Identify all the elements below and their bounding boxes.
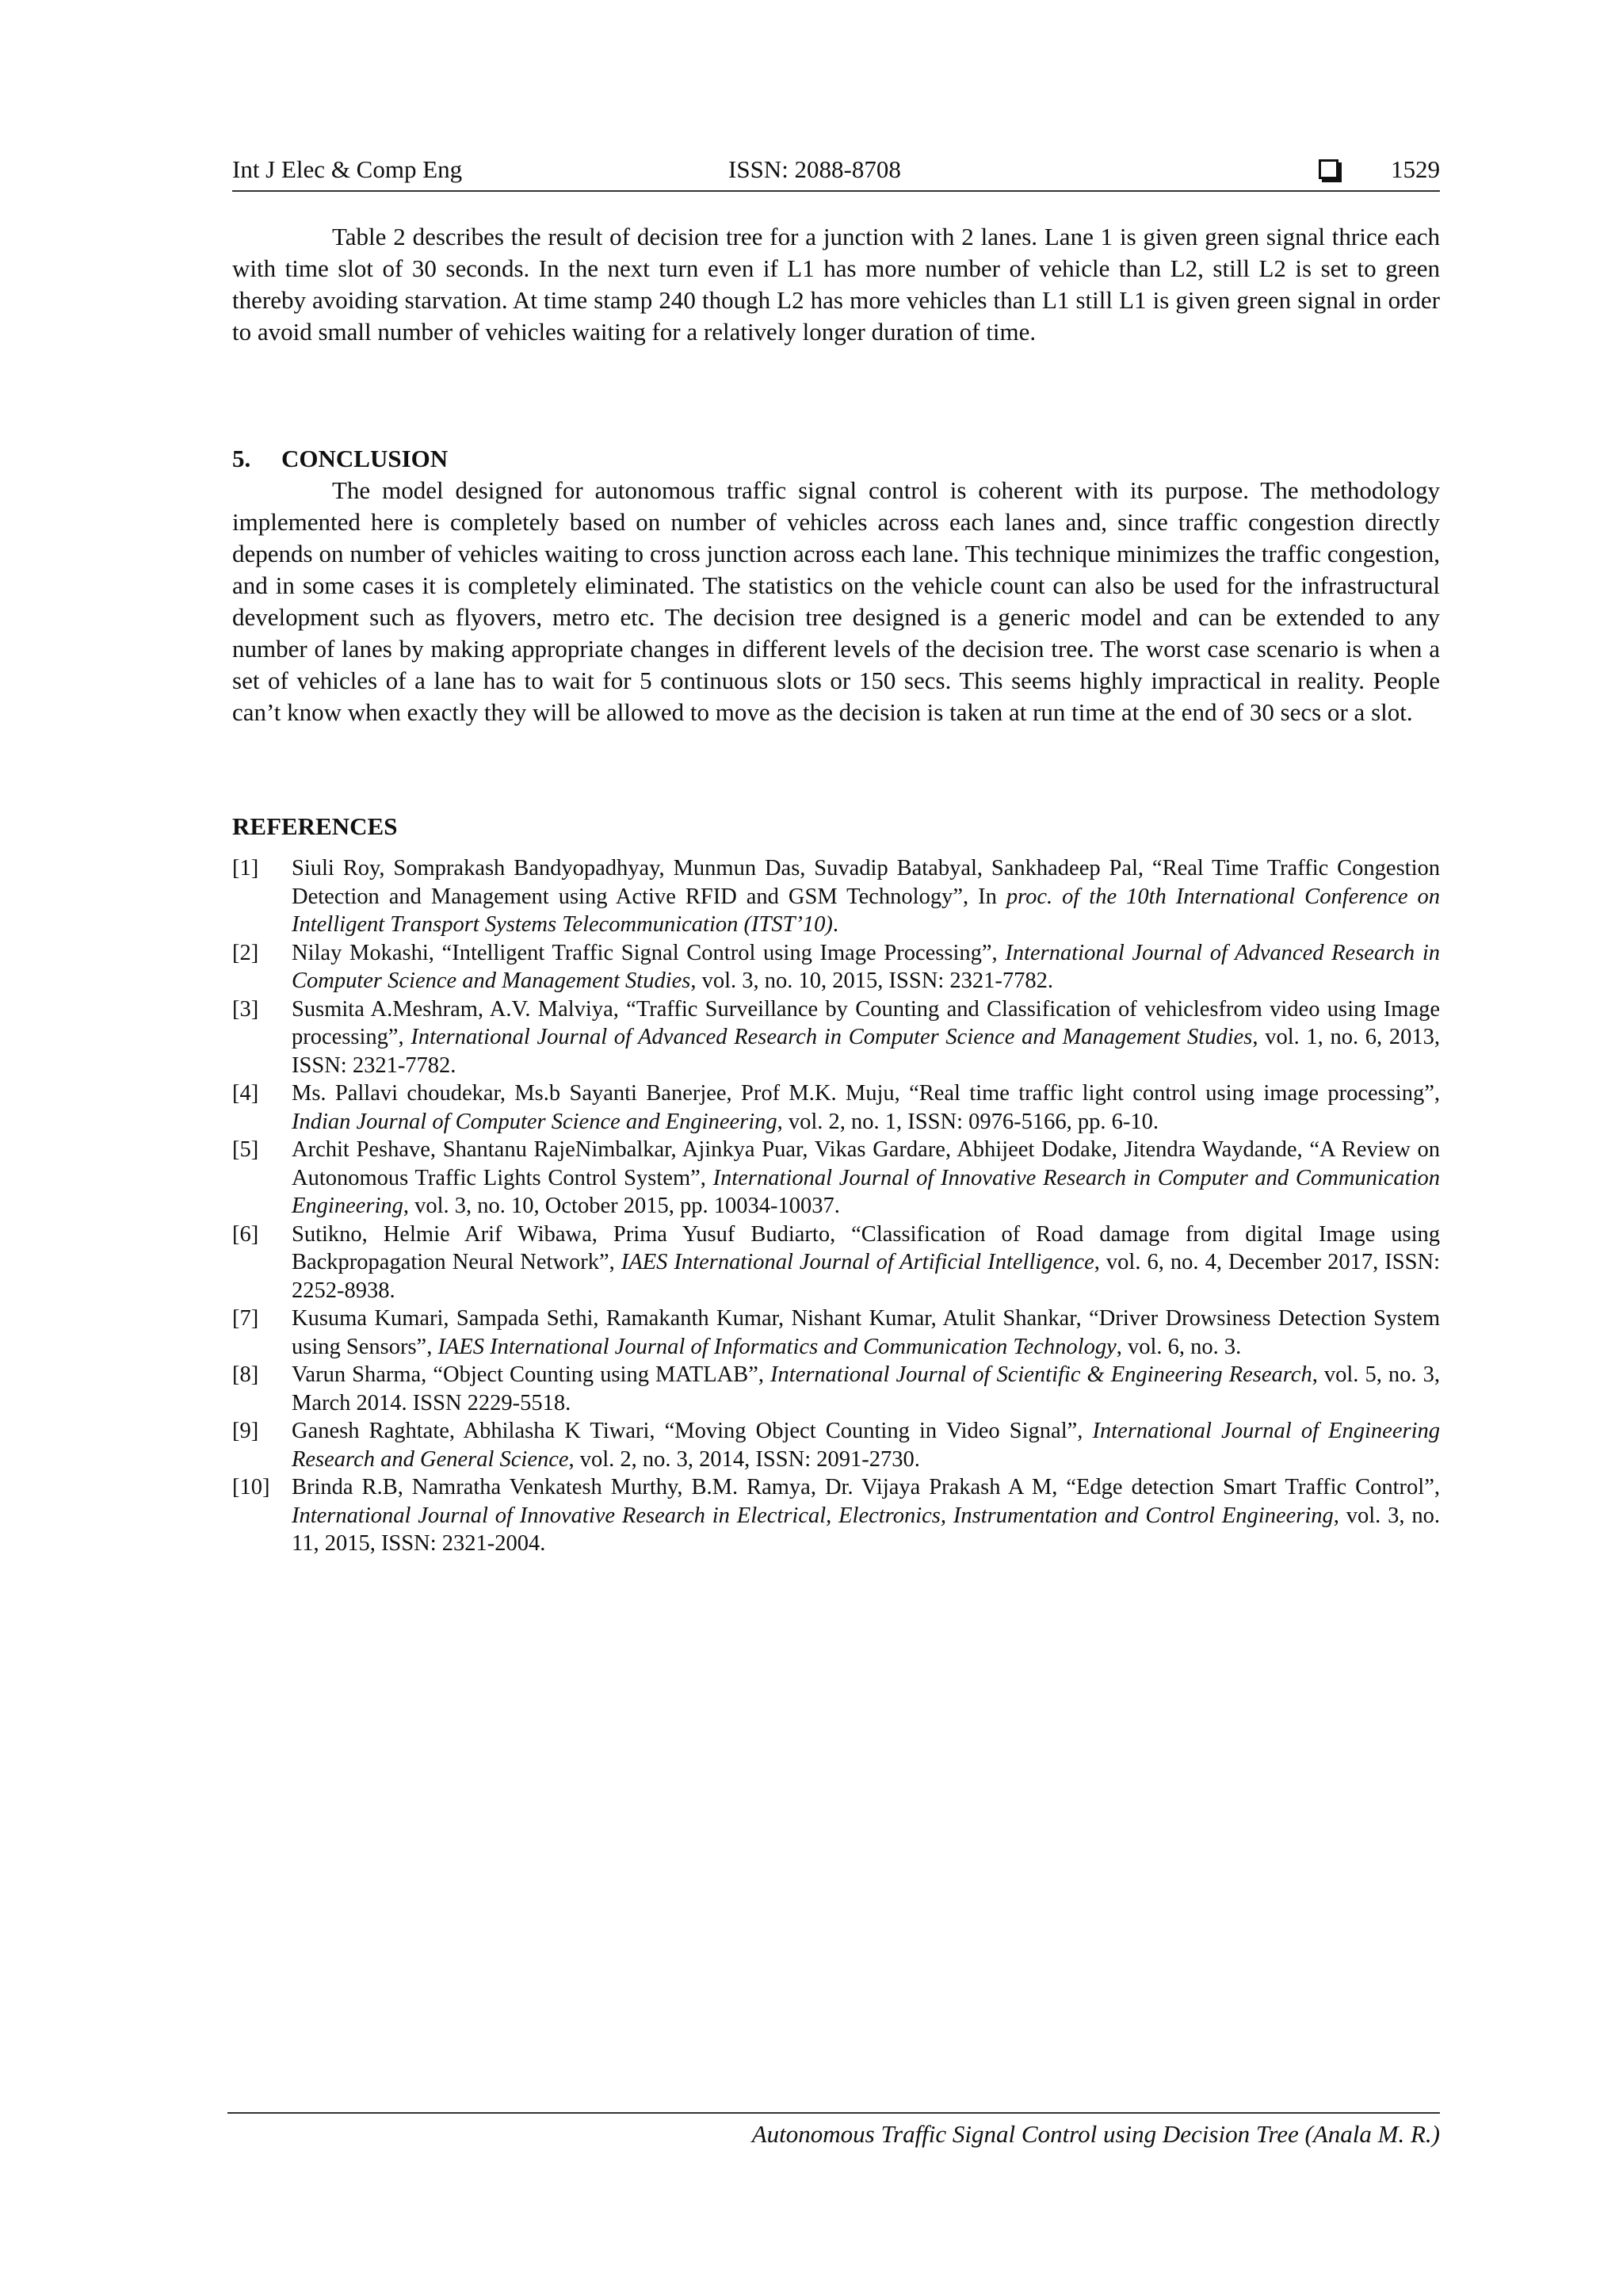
reference-list — [232, 854, 1440, 1558]
reference-label: [2] — [232, 940, 259, 965]
reference-authors-title: Brinda R.B, Namratha Venkatesh Murthy, B.M. Ramya, Dr. Vijaya Prakash A M, “Edge detection Smart Traffic Control”, — [292, 1475, 1440, 1499]
reference-venue: International Journal of Innovative Research in Computer and Communication Engineering — [292, 1165, 1440, 1218]
reference-authors-title: Varun Sharma, “Object Counting using MATLAB”, — [292, 1362, 771, 1387]
reference-text — [292, 1305, 1440, 1361]
reference-label: [4] — [232, 1081, 259, 1106]
reference-item — [232, 1361, 1440, 1417]
reference-venue: IAES International Journal of Informatics and Communication Technology — [437, 1334, 1117, 1359]
reference-label: [7] — [232, 1306, 259, 1331]
reference-text — [292, 1361, 1440, 1417]
reference-authors-title: Ganesh Raghtate, Abhilasha K Tiwari, “Moving Object Counting in Video Signal”, — [292, 1419, 1093, 1443]
reference-text — [292, 854, 1440, 939]
reference-details: , vol. 2, no. 3, 2014, ISSN: 2091-2730. — [568, 1446, 920, 1472]
reference-details: , vol. 2, no. 1, ISSN: 0976-5166, pp. 6-10. — [777, 1109, 1159, 1134]
reference-venue: proc. of the 10th International Conference on Intelligent Transport Systems Telecommunication (ITST’10) — [292, 884, 1440, 937]
reference-text — [292, 1079, 1440, 1136]
reference-venue: International Journal of Engineering Research and General Science — [292, 1419, 1440, 1472]
reference-text — [292, 1417, 1440, 1473]
reference-item — [232, 1473, 1440, 1558]
reference-item — [232, 1417, 1440, 1473]
reference-label: [1] — [232, 856, 259, 881]
reference-text — [292, 939, 1440, 995]
reference-details: , vol. 1, no. 6, 2013, ISSN: 2321-7782. — [292, 1025, 1440, 1078]
reference-authors-title: Siuli Roy, Somprakash Bandyopadhyay, Munmun Das, Suvadip Batabyal, Sankhadeep Pal, “Real Time Traffic Congestion Detection and Management using Active RFID and GSM Technology”, In — [292, 856, 1440, 909]
reference-label: [6] — [232, 1221, 259, 1247]
reference-details: , vol. 3, no. 11, 2015, ISSN: 2321-2004. — [292, 1503, 1440, 1556]
reference-authors-title: Archit Peshave, Shantanu RajeNimbalkar, Ajinkya Puar, Vikas Gardare, Abhijeet Dodake, Jitendra Waydande, “A Review on Autonomous Traffic Lights Control System”, — [292, 1137, 1440, 1190]
reference-details: , vol. 3, no. 10, 2015, ISSN: 2321-7782. — [690, 968, 1053, 993]
reference-details: , vol. 3, no. 10, October 2015, pp. 10034-10037. — [403, 1194, 840, 1218]
reference-item — [232, 939, 1440, 995]
journal-name: Int J Elec & Comp Eng — [232, 155, 463, 183]
reference-text — [292, 1221, 1440, 1305]
reference-label: [8] — [232, 1362, 259, 1387]
issn-label: ISSN: 2088-8708 — [728, 155, 901, 183]
page-number: 1529 — [1391, 155, 1440, 183]
running-header — [232, 155, 1440, 192]
reference-label: [3] — [232, 996, 259, 1022]
reference-authors-title: Susmita A.Meshram, A.V. Malviya, “Traffic Surveillance by Counting and Classification of vehiclesfrom video using Image processing”, — [292, 996, 1440, 1049]
references-heading: REFERENCES — [232, 812, 398, 840]
reference-details: . — [832, 912, 839, 937]
reference-venue: International Journal of Advanced Research in Computer Science and Management Studies — [411, 1025, 1253, 1049]
reference-label: [10] — [232, 1475, 270, 1499]
conclusion-heading — [232, 443, 448, 475]
reference-authors-title: Nilay Mokashi, “Intelligent Traffic Signal Control using Image Processing”, — [292, 940, 1006, 965]
conclusion-paragraph: The model designed for autonomous traffic signal control is coherent with its purpose. The methodology implemented here is completely based on number of vehicles across each lanes and, since traffic congestion directly depends on number of vehicles waiting to cross junction across each lane. This technique minimizes the traffic congestion, and in some cases it is completely eliminated. The statistics on the vehicle count can also be used for the infrastructural development such as flyovers, metro etc. The decision tree designed is a generic model and can be extended to any number of lanes by making appropriate changes in different levels of the decision tree. The worst case scenario is when a set of vehicles of a lane has to wait for 5 continuous slots or 150 secs. This seems highly impractical in reality. People can’t know when exactly they will be allowed to move as the decision is taken at run time at the end of 30 secs or a slot. — [232, 476, 1440, 726]
checkbox-square-icon — [1319, 159, 1338, 179]
reference-item — [232, 1305, 1440, 1361]
reference-venue: Indian Journal of Computer Science and Engineering — [292, 1109, 777, 1134]
reference-text — [292, 1473, 1440, 1558]
reference-item — [232, 1079, 1440, 1136]
intro-paragraph: Table 2 describes the result of decision tree for a junction with 2 lanes. Lane 1 is given green signal thrice each with time slot of 30 seconds. In the next turn even if L1 has more number of vehicle than L2, still L2 is set to green thereby avoiding starvation. At time stamp 240 though L2 has more vehicles than L1 still L1 is given green signal in order to avoid small number of vehicles waiting for a relatively longer duration of time. — [232, 223, 1440, 346]
reference-label: [5] — [232, 1137, 259, 1162]
reference-authors-title: Ms. Pallavi choudekar, Ms.b Sayanti Banerjee, Prof M.K. Muju, “Real time traffic light control using image processing”, — [292, 1081, 1440, 1106]
reference-venue: IAES International Journal of Artificial Intelligence — [621, 1250, 1094, 1274]
reference-item — [232, 1136, 1440, 1221]
reference-text — [292, 1136, 1440, 1221]
reference-text — [292, 995, 1440, 1080]
section-title: CONCLUSION — [281, 445, 449, 472]
reference-item — [232, 995, 1440, 1080]
section-number: 5. — [232, 445, 251, 472]
reference-item — [232, 1221, 1440, 1305]
reference-details: , vol. 6, no. 3. — [1116, 1334, 1242, 1359]
reference-details: , vol. 5, no. 3, March 2014. ISSN 2229-5518. — [292, 1362, 1440, 1415]
reference-authors-title: Kusuma Kumari, Sampada Sethi, Ramakanth Kumar, Nishant Kumar, Atulit Shankar, “Driver Drowsiness Detection System using Sensors”, — [292, 1306, 1440, 1359]
reference-venue: International Journal of Scientific & Engineering Research — [770, 1362, 1312, 1387]
reference-venue: International Journal of Innovative Research in Electrical, Electronics, Instrumentation and Control Engineering — [292, 1503, 1334, 1528]
reference-label: [9] — [232, 1419, 259, 1443]
running-footer — [227, 2112, 1440, 2148]
reference-venue: International Journal of Advanced Research in Computer Science and Management Studies — [292, 940, 1440, 993]
reference-details: , vol. 6, no. 4, December 2017, ISSN: 2252-8938. — [292, 1250, 1440, 1303]
reference-item — [232, 854, 1440, 939]
running-title: Autonomous Traffic Signal Control using Decision Tree (Anala M. R.) — [751, 2120, 1440, 2148]
reference-authors-title: Sutikno, Helmie Arif Wibawa, Prima Yusuf Budiarto, “Classification of Road damage from digital Image using Backpropagation Neural Network”, — [292, 1221, 1440, 1274]
